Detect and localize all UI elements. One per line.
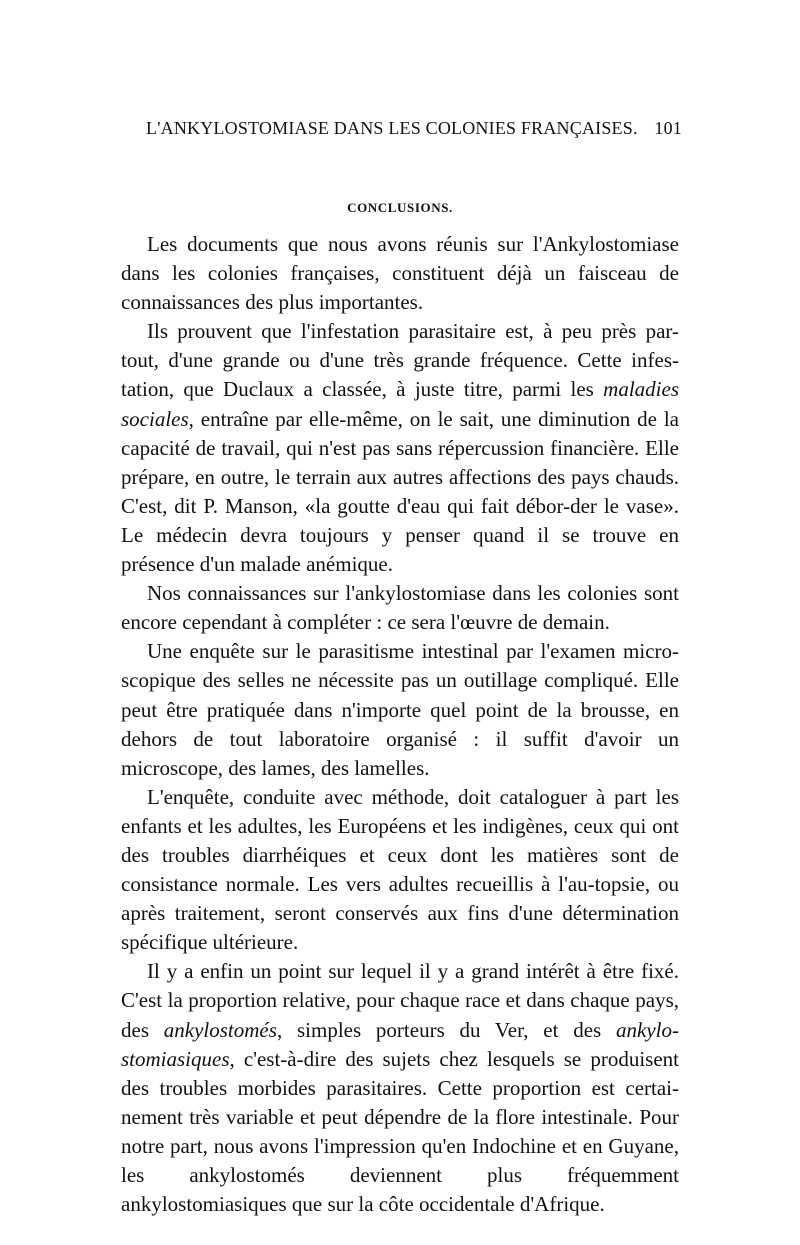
text-run: Ils prouvent que l'infestation parasitaire est, à peu près par-tout, d'une grande ou d'une très grande fréquence. Cette infes-tation, que Duclaux a classée, à juste titre, parmi les [121, 319, 679, 402]
paragraph [121, 579, 679, 637]
text-run: , simples porteurs du Ver, et des [276, 1017, 616, 1042]
text-run: Une enquête sur le parasitisme intestinal par l'examen micro-scopique des selles ne nécessite pas un outillage compliqué. Elle peut être pratiquée dans n'importe quel point de la brousse, en dehors de tout laboratoire organisé : il suffit d'avoir un microscope, des lames, des lamelles. [121, 639, 679, 780]
running-title: L'ANKYLOSTOMIASE DANS LES COLONIES FRANÇAISES. [146, 118, 638, 138]
italic-term: maladies sociales [121, 377, 679, 431]
italic-term: ankylostomés [163, 1017, 277, 1042]
italic-term: ankylo-stomiasiques [121, 1017, 679, 1071]
paragraph [121, 783, 679, 958]
page-number: 101 [654, 118, 682, 138]
text-run: Les documents que nous avons réunis sur l'Ankylostomiase dans les colonies françaises, constituent déjà un faisceau de connaissances des plus importantes. [121, 232, 679, 315]
text-run: Il y a enfin un point sur lequel il y a grand intérêt à être fixé. C'est la proportion relative, pour chaque race et dans chaque pays, des [121, 959, 679, 1042]
paragraph [121, 957, 679, 1219]
section-heading: CONCLUSIONS. [347, 200, 453, 215]
paragraph [121, 317, 679, 579]
body-text [121, 230, 679, 1219]
text-run: , c'est-à-dire des sujets chez lesquels se produisent des troubles morbides parasitaires. Cette proportion est certai-nement très variable et peut dépendre de la flore intestinale. Pour notre part, nous avons l'impression qu'en Indochine et en Guyane, les ankylostomés deviennent plus fréquemment ankylostomiasiques que sur la côte occidentale d'Afrique. [121, 1046, 679, 1217]
paragraph [121, 637, 679, 782]
text-run: L'enquête, conduite avec méthode, doit cataloguer à part les enfants et les adultes, les Européens et les indigènes, ceux qui ont des troubles diarrhéiques et ceux dont les matières sont de consistance normale. Les vers adultes recueillis à l'au-topsie, ou après traitement, seront conservés aux fins d'une détermination spécifique ultérieure. [121, 784, 679, 955]
paragraph [121, 230, 679, 317]
text-run: , entraîne par elle-même, on le sait, une diminution de la capacité de travail, qui n'est pas sans répercussion financière. Elle prépare, en outre, le terrain aux autres affections des pays chauds. C'est, dit P. Manson, «la goutte d'eau qui fait débor-der le vase». Le médecin devra toujours y penser quand il se trouve en présence d'un malade anémique. [121, 406, 679, 577]
text-run: Nos connaissances sur l'ankylostomiase dans les colonies sont encore cependant à compléter : ce sera l'œuvre de demain. [121, 581, 679, 635]
